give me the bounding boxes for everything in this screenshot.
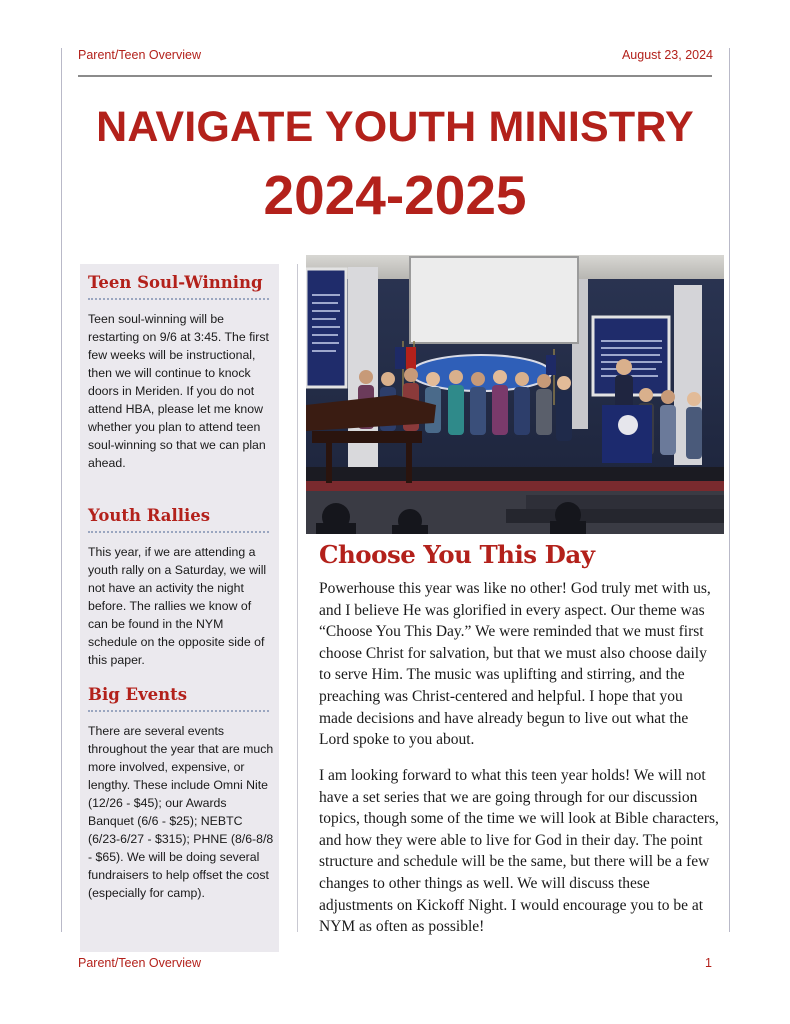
page-subtitle-year: 2024-2025 [263,164,527,226]
sidebar-text-big-events: There are several events throughout the year that are much more involved, expensive, or lengthy. These include Omni Nite (12/26 - $45); our Awards Banquet (6/6 - $25); NEBTC (6/23-6/27 - $315); PHNE (8/6-8/8 - $65). We will be doing several fundraisers to help offset the cost (especially for camp). [88,724,274,900]
article-paragraph-2: I am looking forward to what this teen year holds! We will not have a set series that we are going through for our discussion topics, though some of the time we will look at Bible characters, and how they were able to live for God in their day. The point structure and schedule will be the same, but there will be a few changes to other things as well. We will discuss these adjustments on Kickoff Night. I would encourage you to be at NYM as often as possible! [319,767,719,936]
footer-section-label: Parent/Teen Overview [78,956,201,970]
sidebar-text-youth-rallies: This year, if we are attending a youth rally on a Saturday, we will not have an activity the night before. The rallies we know of can be found in the NYM schedule on the opposite side of this paper. [88,545,267,667]
column-divider [297,264,298,932]
event-photo [306,255,724,534]
header-date: August 23, 2024 [621,48,713,62]
sidebar-heading-big-events: Big Events [88,685,269,712]
page-title: NAVIGATE YOUTH MINISTRY [96,103,694,151]
sidebar-heading-soul-winning: Teen Soul-Winning [88,273,269,300]
footer-page-number: 1 [705,956,712,970]
sidebar-heading-youth-rallies: Youth Rallies [88,506,269,533]
sidebar [80,264,279,952]
header-section-label: Parent/Teen Overview [78,48,201,62]
article-paragraph-1: Powerhouse this year was like no other! God truly met with us, and I believe He was glorified in every aspect. Our theme was “Choose You This Day.” We were reminded that we must first choose Christ for salvation, but that we must also choose daily to serve Him. The music was uplifting and stirring, and the preaching was Christ-centered and helpful. I hope that you made decisions and have already begun to live out what the Lord spoke to you about. [319,580,711,749]
header-divider [78,75,712,77]
sidebar-text-soul-winning: Teen soul-winning will be restarting on 9/6 at 3:45. The first few weeks will be instructional, then we will continue to knock doors in Meriden. If you do not attend HBA, please let me know whether you plan to attend teen soul-winning so that we can plan ahead. [88,312,269,470]
article-title: Choose You This Day [319,540,595,569]
